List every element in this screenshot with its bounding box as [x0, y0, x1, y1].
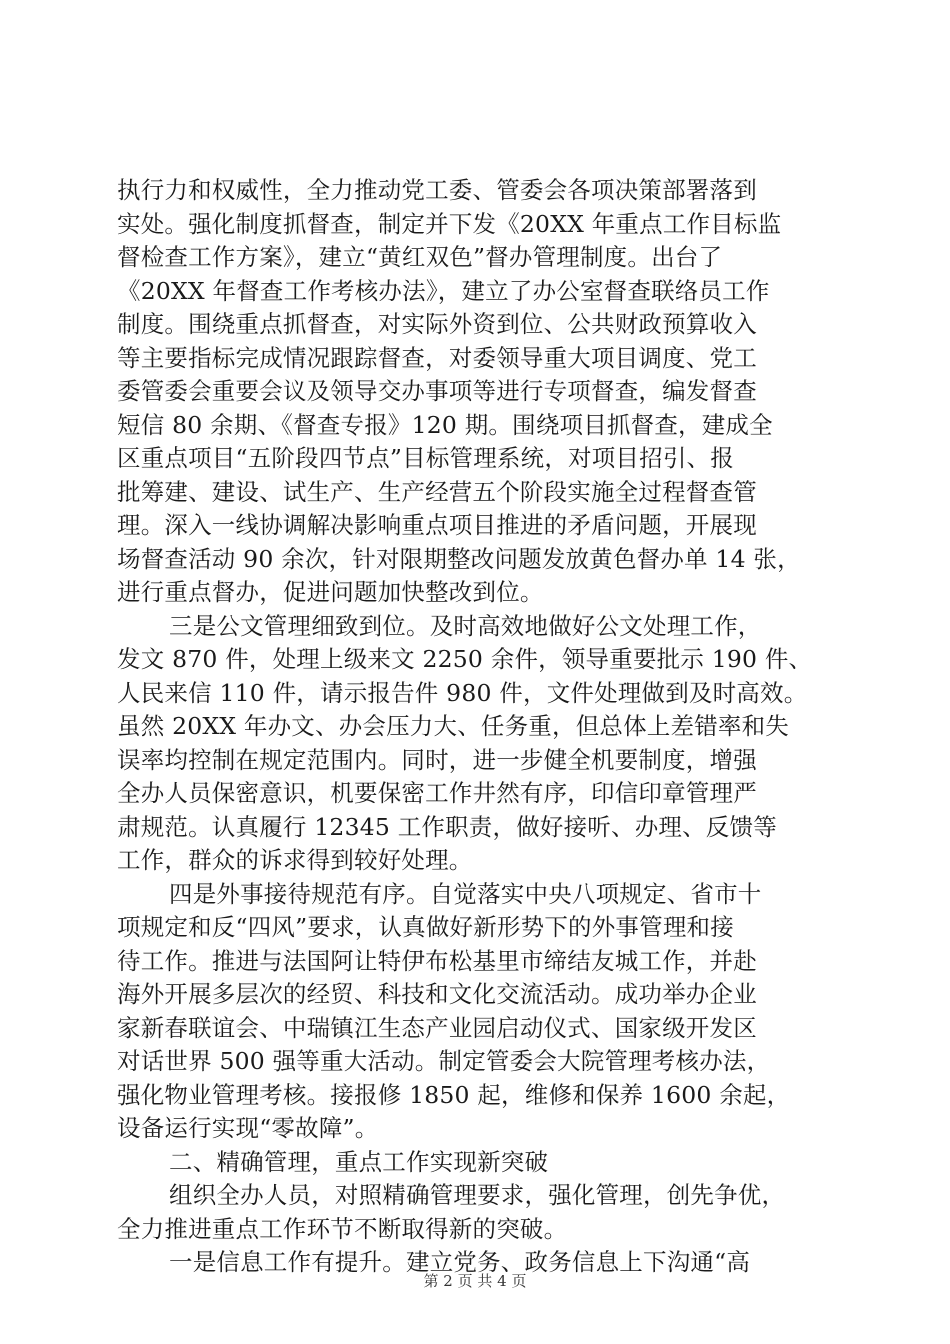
text-line: 设备运行实现“零故障”。: [117, 1114, 379, 1142]
text-line: 进行重点督办，促进问题加快整改到位。: [117, 578, 544, 606]
text-line: 待工作。推进与法国阿让特伊布松基里市缔结友城工作，并赴: [117, 946, 757, 975]
text-line: 虽然 20XX 年办文、办会压力大、任务重，但总体上差错率和失: [117, 712, 790, 740]
text-line: 发文 870 件，处理上级来文 2250 余件，领导重要批示 190 件、: [117, 645, 813, 673]
text-line: 肃规范。认真履行 12345 工作职责，做好接听、办理、反馈等: [117, 812, 777, 841]
text-line: 执行力和权威性，全力推动党工委、管委会各项决策部署落到: [117, 176, 757, 204]
text-line: 《20XX 年督查工作考核办法》，建立了办公室督查联络员工作: [117, 276, 770, 305]
document-body: [117, 174, 842, 1280]
text-line: 工作，群众的诉求得到较好处理。: [117, 846, 473, 874]
text-line: 人民来信 110 件，请示报告件 980 件，文件处理做到及时高效。: [117, 678, 808, 707]
text-line: 批筹建、建设、试生产、生产经营五个阶段实施全过程督查管: [117, 477, 757, 506]
text-line: 强化物业管理考核。接报修 1850 起，维修和保养 1600 余起，: [117, 1080, 791, 1109]
text-line: 对话世界 500 强等重大活动。制定管委会大院管理考核办法，: [117, 1047, 771, 1075]
text-line: 委管委会重要会议及领导交办事项等进行专项督查，编发督查: [117, 377, 757, 405]
text-line: 家新春联谊会、中瑞镇江生态产业园启动仪式、国家级开发区: [117, 1013, 757, 1042]
text-line: 全力推进重点工作环节不断取得新的突破。: [117, 1214, 568, 1243]
text-line: 组织全办人员，对照精确管理要求，强化管理，创先争优，: [169, 1181, 786, 1209]
text-line: 一是信息工作有提升。建立党务、政务信息上下沟通“高: [169, 1248, 751, 1276]
text-line: 三是公文管理细致到位。及时高效地做好公文处理工作，: [169, 611, 762, 640]
text-line: 二、精确管理，重点工作实现新突破: [169, 1147, 549, 1176]
text-line: 全办人员保密意识，机要保密工作井然有序，印信印章管理严: [117, 779, 757, 807]
text-line: 督检查工作方案》，建立“黄红双色”督办管理制度。出台了: [117, 243, 723, 271]
text-line: 制度。围绕重点抓督查，对实际外资到位、公共财政预算收入: [117, 310, 757, 338]
page-footer: 第 2 页 共 4 页: [423, 1272, 527, 1290]
text-line: 误率均控制在规定范围内。同时，进一步健全机要制度，增强: [117, 745, 757, 774]
text-line: 区重点项目“五阶段四节点”目标管理系统，对项目招引、报: [117, 444, 734, 472]
text-line: 海外开展多层次的经贸、科技和文化交流活动。成功举办企业: [117, 980, 757, 1008]
text-line: 四是外事接待规范有序。自觉落实中央八项规定、省市十: [169, 879, 762, 908]
text-line: 场督查活动 90 余次，针对限期整改问题发放黄色督办单 14 张，: [117, 544, 801, 573]
text-line: 理。深入一线协调解决影响重点项目推进的矛盾问题，开展现: [117, 511, 757, 539]
text-line: 短信 80 余期、《督查专报》120 期。围绕项目抓督查，建成全: [117, 410, 773, 439]
text-line: 等主要指标完成情况跟踪督查，对委领导重大项目调度、党工: [117, 343, 757, 372]
text-line: 实处。强化制度抓督查，制定并下发《20XX 年重点工作目标监: [117, 209, 782, 238]
text-line: 项规定和反“四风”要求，认真做好新形势下的外事管理和接: [117, 913, 734, 941]
